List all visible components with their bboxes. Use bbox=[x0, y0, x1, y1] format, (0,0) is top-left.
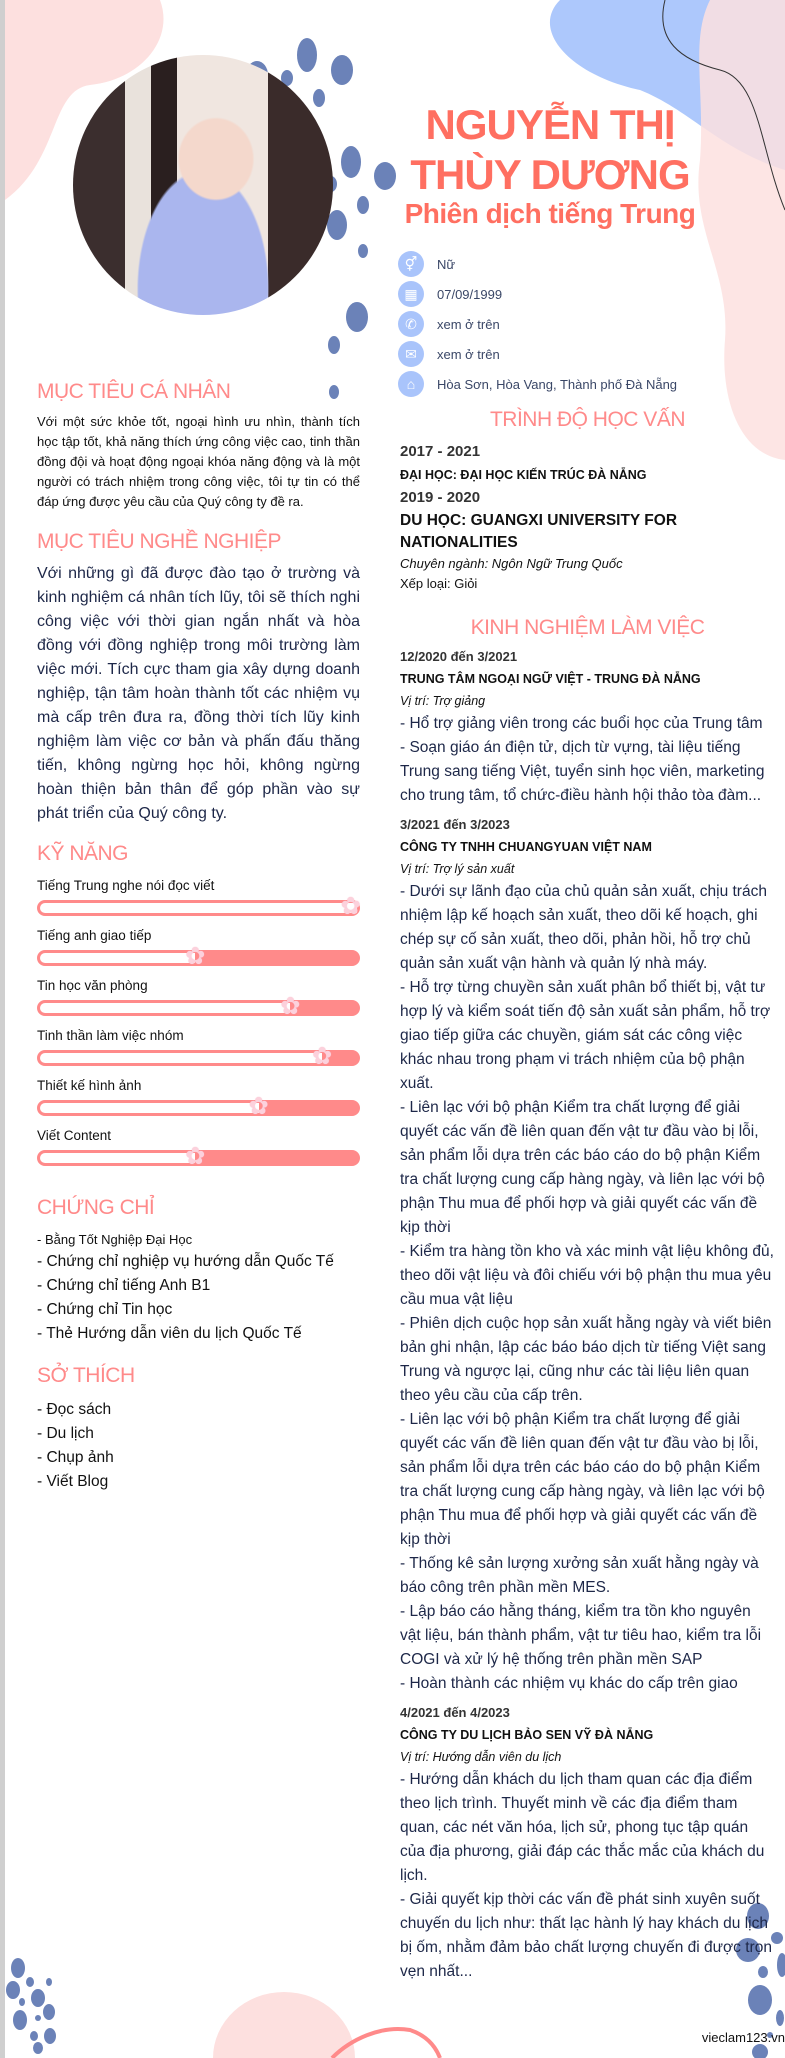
email-icon: ✉ bbox=[398, 341, 424, 367]
hobbies-list bbox=[37, 1398, 360, 1494]
contact-address bbox=[398, 369, 677, 399]
experience-list bbox=[400, 646, 775, 1984]
dots-bottom-left bbox=[6, 1958, 56, 2054]
hobby-item: - Đọc sách bbox=[37, 1401, 112, 1418]
certificates-list bbox=[37, 1230, 360, 1346]
flower-icon: ✿ bbox=[312, 1043, 333, 1070]
education-heading: TRÌNH ĐỘ HỌC VẤN bbox=[489, 408, 685, 431]
education-grade: Xếp loại: Giỏi bbox=[400, 576, 478, 591]
skill-bar bbox=[37, 1043, 360, 1070]
career-goal-text: Với những gì đã được đào tạo ở trường và kinh nghiệm cá nhân tích lũy, tôi sẽ thích nghi công việc với thời gian ngắn nhất và hòa đồng với đồng nghiệp trong môi trường làm việc mới. Tích cực tham gia xây dựng doanh nghiệp, tận tâm hoàn thành tốt các nhiệm vụ mà cấp trên đưa ra, đồng thời tích lũy kinh nghiệm làm việc cơ bản và phấn đấu thăng tiến, không ngừng học hỏi, không ngừng hoàn thiện bản thân để góp phần vào sự phát triển của Quý công ty. bbox=[37, 565, 360, 822]
education-school: ĐẠI HỌC: ĐẠI HỌC KIẾN TRÚC ĐÀ NẴNG bbox=[400, 468, 647, 482]
skill-bar-fill bbox=[40, 953, 195, 963]
address-text: Hòa Sơn, Hòa Vang, Thành phố Đà Nẵng bbox=[437, 376, 678, 392]
education-years: 2019 - 2020 bbox=[400, 489, 481, 506]
job-bullet: - Soạn giáo án điện tử, dịch từ vựng, tài liệu tiếng Trung sang tiếng Việt, tuyển sinh học viên, marketing cho trung tâm, tổ chức-điều hành hội thảo tòa đàm... bbox=[400, 739, 765, 804]
job-bullet: - Dưới sự lãnh đạo của chủ quản sản xuất, chịu trách nhiệm lập kế hoạch sản xuất, theo dõi kế hoạch, ghi chép sự cố sản xuất, theo dõi, phản hồi, hỗ trợ chủ quản sản xuất vận hành và quản lý nhà máy. bbox=[400, 883, 767, 972]
job-position: Vị trí: Trợ lý sản xuất bbox=[400, 862, 515, 876]
job-title: Phiên dịch tiếng Trung bbox=[404, 198, 696, 229]
skill-bar bbox=[37, 1093, 360, 1120]
personal-goal-text: Với một sức khỏe tốt, ngoại hình ưu nhìn, thành tích học tập tốt, khả năng thích ứng công việc cao, tinh thần đồng đội và hoạt động ngoại khóa năng động và là một người có trách nhiệm trong công việc, tôi tự tin có thể đáp ứng được yêu cầu của Quý công ty đề ra. bbox=[37, 414, 360, 509]
flower-icon: ✿ bbox=[185, 943, 206, 970]
skill-bar-fill bbox=[40, 903, 357, 913]
job-bullet: - Giải quyết kịp thời các vấn đề phát sinh xuyên suốt chuyến du lịch như: thất lạc hành lý hay khách du lịch bị ốm, nhằm đảm bảo chất lượng chuyến đi được trọn vẹn nhất... bbox=[400, 1891, 772, 1980]
skills-heading: KỸ NĂNG bbox=[37, 842, 129, 865]
education-major: Chuyên ngành: Ngôn Ngữ Trung Quốc bbox=[400, 556, 623, 571]
gender-text: Nữ bbox=[437, 256, 456, 272]
contact-phone bbox=[398, 309, 677, 339]
hobby-item: - Du lịch bbox=[37, 1425, 94, 1442]
job-bullet: - Liên lạc với bộ phận Kiểm tra chất lượng để giải quyết các vấn đề liên quan đến vật tư đầu vào bị lỗi, sản phẩm lỗi dựa trên các báo cáo do bộ phận Kiểm tra chất lượng cung cấp hàng ngày, và liên lạc với bộ phận Thu mua để phối hợp và giải quyết các vấn đề kịp thời bbox=[400, 1411, 765, 1548]
certificate-item: - Chứng chỉ Tin học bbox=[37, 1301, 173, 1318]
home-icon: ⌂ bbox=[398, 371, 424, 397]
personal-goal-heading: MỤC TIÊU CÁ NHÂN bbox=[37, 380, 231, 403]
phone-icon: ✆ bbox=[398, 311, 424, 337]
right-column bbox=[400, 408, 775, 1984]
job-bullet: - Hướng dẫn khách du lịch tham quan các địa điểm theo lịch trình. Thuyết minh về các địa điểm tham quan, các nét văn hóa, lịch sử, phong tục tập quán của địa phương, giải đáp các thắc mắc của khách du lịch. bbox=[400, 1771, 765, 1884]
education-school: DU HỌC: GUANGXI UNIVERSITY FOR NATIONALITIES bbox=[400, 512, 678, 551]
job-position: Vị trí: Trợ giảng bbox=[400, 694, 486, 708]
job-entry bbox=[400, 814, 775, 1696]
pink-blob-right bbox=[698, 0, 785, 460]
job-company: TRUNG TÂM NGOẠI NGỮ VIỆT - TRUNG ĐÀ NẴNG bbox=[400, 672, 701, 686]
certificate-item: - Chứng chỉ nghiệp vụ hướng dẫn Quốc Tế bbox=[37, 1253, 334, 1270]
contact-email bbox=[398, 339, 677, 369]
job-bullet: - Thống kê sản lượng xưởng sản xuất hằng ngày và báo công trên phần mền MES. bbox=[400, 1555, 759, 1596]
job-bullet: - Lập báo cáo hằng tháng, kiểm tra tồn kho nguyên vật liệu, bán thành phẩm, vật tư tiêu hao, kiểm tra lỗi COGI và xử lý hệ thống trên phần mền SAP bbox=[400, 1603, 762, 1668]
skill-label: Thiết kế hình ảnh bbox=[37, 1078, 142, 1093]
job-date: 4/2021 đến 4/2023 bbox=[400, 1705, 510, 1720]
skill-bar-fill bbox=[40, 1003, 290, 1013]
profile-photo bbox=[73, 55, 333, 315]
hobby-item: - Viết Blog bbox=[37, 1473, 109, 1490]
email-text: xem ở trên bbox=[437, 346, 500, 362]
skill-label: Tiếng anh giao tiếp bbox=[37, 928, 152, 943]
skill-bar-fill bbox=[40, 1153, 195, 1163]
skill-label: Viết Content bbox=[37, 1128, 112, 1143]
phone-text: xem ở trên bbox=[437, 316, 500, 332]
skill-bar-fill bbox=[40, 1103, 259, 1113]
left-column bbox=[37, 380, 360, 1512]
job-bullet: - Hoàn thành các nhiệm vụ khác do cấp trên giao bbox=[400, 1675, 738, 1692]
job-bullet: - Phiên dịch cuộc họp sản xuất hằng ngày và viết biên bản ghi nhận, lập các báo báo dịch từ tiếng Việt sang Trung và ngược lại, cũng như các tài liệu liên quan theo yêu cầu của cấp trên. bbox=[400, 1315, 772, 1404]
gender-icon: ⚥ bbox=[398, 251, 424, 277]
pink-blob-bottom bbox=[213, 1992, 355, 2058]
job-date: 12/2020 đến 3/2021 bbox=[400, 649, 518, 664]
job-date: 3/2021 đến 3/2023 bbox=[400, 817, 510, 832]
birthday-text: 07/09/1999 bbox=[437, 286, 503, 302]
flower-icon: ✿ bbox=[280, 993, 301, 1020]
certificate-item: - Thẻ Hướng dẫn viên du lịch Quốc Tế bbox=[37, 1325, 302, 1342]
job-entry bbox=[400, 1702, 775, 1984]
career-goal-heading: MỤC TIÊU NGHỀ NGHIỆP bbox=[37, 530, 281, 553]
job-bullet: - Kiểm tra hàng tồn kho và xác minh vật liệu không đủ, theo dõi vật liệu và đôi chiếu với bộ phận thu mua yêu cầu mua vật liệu bbox=[400, 1243, 774, 1308]
skills-list bbox=[37, 878, 361, 1170]
certificate-item: - Chứng chỉ tiếng Anh B1 bbox=[37, 1277, 211, 1294]
skill-bar bbox=[37, 943, 360, 970]
experience-heading: KINH NGHIỆM LÀM VIỆC bbox=[470, 616, 705, 639]
flower-icon: ✿ bbox=[248, 1093, 269, 1120]
contact-gender bbox=[398, 249, 677, 279]
flower-icon: ✿ bbox=[340, 893, 361, 920]
hobbies-heading: SỞ THÍCH bbox=[37, 1364, 135, 1387]
flower-icon: ✿ bbox=[185, 1143, 206, 1170]
skill-label: Tinh thần làm việc nhóm bbox=[37, 1028, 184, 1043]
name-line-1: NGUYỄN THỊ bbox=[425, 101, 675, 148]
job-entry bbox=[400, 646, 775, 808]
skill-bar bbox=[37, 893, 361, 920]
skill-bar bbox=[37, 993, 360, 1020]
hobby-item: - Chụp ảnh bbox=[37, 1449, 114, 1466]
job-company: CÔNG TY TNHH CHUANGYUAN VIỆT NAM bbox=[400, 840, 652, 854]
job-company: CÔNG TY DU LỊCH BẢO SEN VỸ ĐÀ NẴNG bbox=[400, 1728, 654, 1742]
job-bullet: - Liên lạc với bộ phận Kiểm tra chất lượng để giải quyết các vấn đề liên quan đến vật tư đầu vào bị lỗi, sản phẩm lỗi dựa trên các báo cáo do bộ phận Kiểm tra chất lượng cung cấp hàng ngày, và liên lạc với bộ phận Thu mua để phối hợp và giải quyết các vấn đề kịp thời bbox=[400, 1099, 765, 1236]
contact-info bbox=[398, 249, 677, 399]
skill-bar bbox=[37, 1143, 360, 1170]
education-years: 2017 - 2021 bbox=[400, 443, 481, 460]
skill-label: Tiếng Trung nghe nói đọc viết bbox=[37, 878, 215, 893]
job-bullet: - Hỗ trợ từng chuyền sản xuất phân bổ thiết bị, vật tư hợp lý và kiểm soát tiến độ sản xuất sản phẩm, hỗ trợ giao tiếp giữa các chuyền, giám sát các công việc khác nhau trong phạm vi trách nhiệm của bộ phận xuất. bbox=[400, 979, 771, 1092]
contact-birthday bbox=[398, 279, 677, 309]
name-line-2: THÙY DƯƠNG bbox=[410, 151, 690, 198]
job-bullet: - Hổ trợ giảng viên trong các buổi học của Trung tâm bbox=[400, 715, 763, 732]
watermark: vieclam123.vn bbox=[701, 2030, 785, 2045]
certificate-item: - Bằng Tốt Nghiệp Đại Học bbox=[37, 1232, 193, 1247]
full-name bbox=[400, 100, 700, 200]
calendar-icon: ▦ bbox=[398, 281, 424, 307]
skill-bar-fill bbox=[40, 1053, 322, 1063]
certificates-heading: CHỨNG CHỈ bbox=[37, 1196, 155, 1219]
job-position: Vị trí: Hướng dẫn viên du lịch bbox=[400, 1750, 562, 1764]
skill-label: Tin học văn phòng bbox=[37, 978, 148, 993]
